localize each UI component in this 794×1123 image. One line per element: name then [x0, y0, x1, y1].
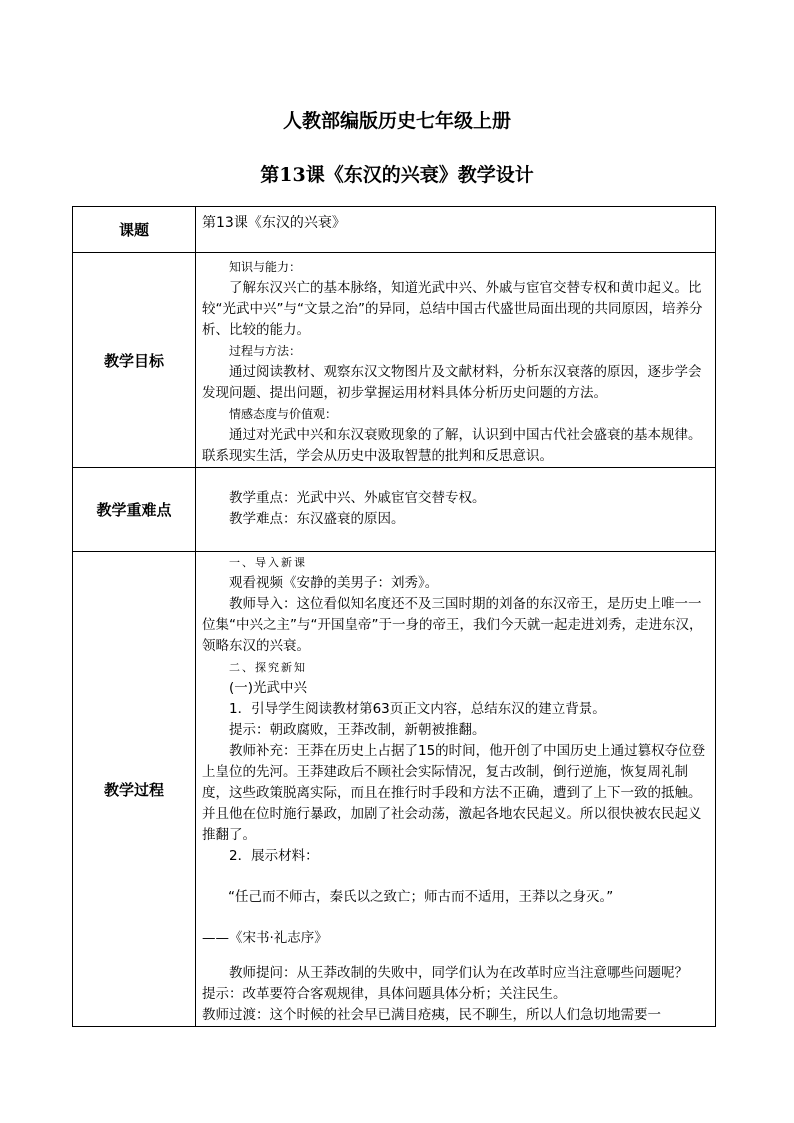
process-hint-1: 提示：朝政腐败，王莽改制，新朝被推翻。 [229, 722, 486, 738]
row-goals [73, 253, 716, 468]
process-video: 观看视频《安静的美男子：刘秀》。 [229, 575, 439, 591]
goals-text-knowledge: 了解东汉兴亡的基本脉络，知道光武中兴、外戚与宦官交替专权和黄巾起义。比较“光武中兴”与“文景之治”的异同，总结中国古代盛世局面出现的共同原因，培养分析、比较的能力。 [202, 280, 703, 338]
label-keypoints: 教学重难点 [73, 468, 196, 552]
process-section-explore: 二、探究新知 [229, 661, 307, 674]
process-teacher-intro: 教师导入：这位看似知名度还不及三国时期的刘备的东汉帝王，是历史上唯一一位集“中兴之主”与“开国皇帝”于一身的帝王，我们今天就一起走进刘秀，走进东汉，领略东汉的兴衰。 [202, 596, 703, 654]
row-keypoints [73, 468, 716, 552]
process-transition: 教师过渡：这个时候的社会早已满目疮痍，民不聊生，所以人们急切地需要一 [202, 1007, 661, 1023]
goals-content [196, 253, 716, 468]
label-process: 教学过程 [73, 552, 196, 1027]
goals-heading-knowledge: 知识与能力： [229, 260, 302, 274]
process-quote-source: ——《宋书·礼志序》 [202, 930, 328, 946]
process-content [196, 552, 716, 1027]
keypoints-difficulty: 教学难点：东汉盛衰的原因。 [229, 511, 405, 527]
goals-heading-attitude: 情感态度与价值观： [229, 407, 338, 421]
row-process [73, 552, 716, 1027]
process-step-2: 2．展示材料： [229, 848, 319, 864]
process-quote: “任己而不师古，秦氏以之致亡；师古而不适用，王莽以之身灭。” [228, 889, 614, 905]
keypoints-content [196, 468, 716, 552]
process-subheading: (一)光武中兴 [229, 680, 308, 696]
document-title: 人教部编版历史七年级上册 [282, 110, 511, 132]
goals-text-process: 通过阅读教材、观察东汉文物图片及文献材料，分析东汉衰落的原因，逐步学会发现问题、提出问题，初步掌握运用材料具体分析历史问题的方法。 [202, 364, 702, 401]
process-step-1: 1．引导学生阅读教材第63页正文内容，总结东汉的建立背景。 [229, 701, 606, 717]
process-section-intro: 一、导入新课 [229, 556, 307, 569]
keypoints-focus: 教学重点：光武中兴、外戚宦官交替专权。 [229, 490, 486, 506]
row-topic [73, 207, 716, 253]
process-teacher-question: 教师提问：从王莽改制的失败中，同学们认为在改革时应当注意哪些问题呢？ [229, 965, 688, 981]
process-hint-2: 提示：改革要符合客观规律，具体问题具体分析；关注民生。 [202, 986, 567, 1002]
label-goals: 教学目标 [73, 253, 196, 468]
goals-text-attitude: 通过对光武中兴和东汉衰败现象的了解，认识到中国古代社会盛衰的基本规律。联系现实生活，学会从历史中汲取智慧的批判和反思意识。 [202, 427, 702, 464]
lesson-plan-table [72, 206, 716, 1027]
lesson-title: 第13课《东汉的兴衰》教学设计 [260, 164, 534, 186]
label-topic: 课题 [73, 207, 196, 253]
process-teacher-supplement: 教师补充：王莽在历史上占据了15的时间，他开创了中国历史上通过篡权夺位登上皇位的先河。王莽建政后不顾社会实际情况，复古改制，倒行逆施，恢复周礼制度，这些政策脱离实际，而且在推行时手段和方法不正确，遭到了上下一致的抵触。并且他在位时施行暴政，加剧了社会动荡，激起各地农民起义。所以很快被农民起义推翻了。 [202, 743, 706, 843]
topic-content: 第13课《东汉的兴衰》 [196, 207, 716, 253]
goals-heading-process: 过程与方法： [229, 344, 302, 358]
